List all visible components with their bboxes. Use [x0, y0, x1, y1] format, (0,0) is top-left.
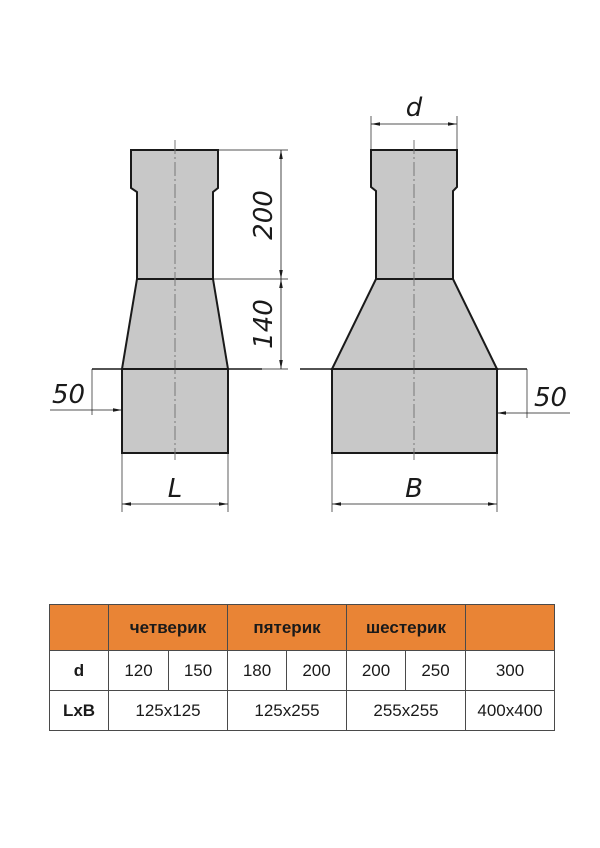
row-label-d: d: [50, 651, 109, 691]
dim-d-label: d: [405, 93, 423, 123]
dim-B-label: B: [405, 474, 423, 504]
left-view: [50, 140, 288, 512]
table-cell: 120: [109, 651, 169, 691]
dim-200-label: 200: [249, 190, 279, 240]
dim-50-right-label: 50: [534, 383, 568, 413]
table-row-d: [50, 651, 555, 691]
right-view: [300, 93, 570, 512]
header-shesterik: шестерик: [347, 605, 466, 651]
table-row-lxb: [50, 691, 555, 731]
table-cell: 300: [466, 651, 555, 691]
table-cell: 150: [169, 651, 228, 691]
table-cell: 125x125: [109, 691, 228, 731]
table-cell: 180: [228, 651, 287, 691]
table-cell: 125x255: [228, 691, 347, 731]
table-header-row: [50, 605, 555, 651]
table-cell: 200: [347, 651, 406, 691]
table-cell: 255x255: [347, 691, 466, 731]
header-corner: [50, 605, 109, 651]
row-label-lxb: LxB: [50, 691, 109, 731]
header-chetverik: четверик: [109, 605, 228, 651]
header-last: [466, 605, 555, 651]
table-cell: 250: [406, 651, 466, 691]
header-paterik: пятерик: [228, 605, 347, 651]
spec-table: [49, 604, 555, 731]
table-cell: 400x400: [466, 691, 555, 731]
dim-L-label: L: [167, 474, 183, 504]
table-cell: 200: [287, 651, 347, 691]
dim-50-left-label: 50: [52, 380, 86, 410]
dim-140-label: 140: [249, 299, 279, 349]
